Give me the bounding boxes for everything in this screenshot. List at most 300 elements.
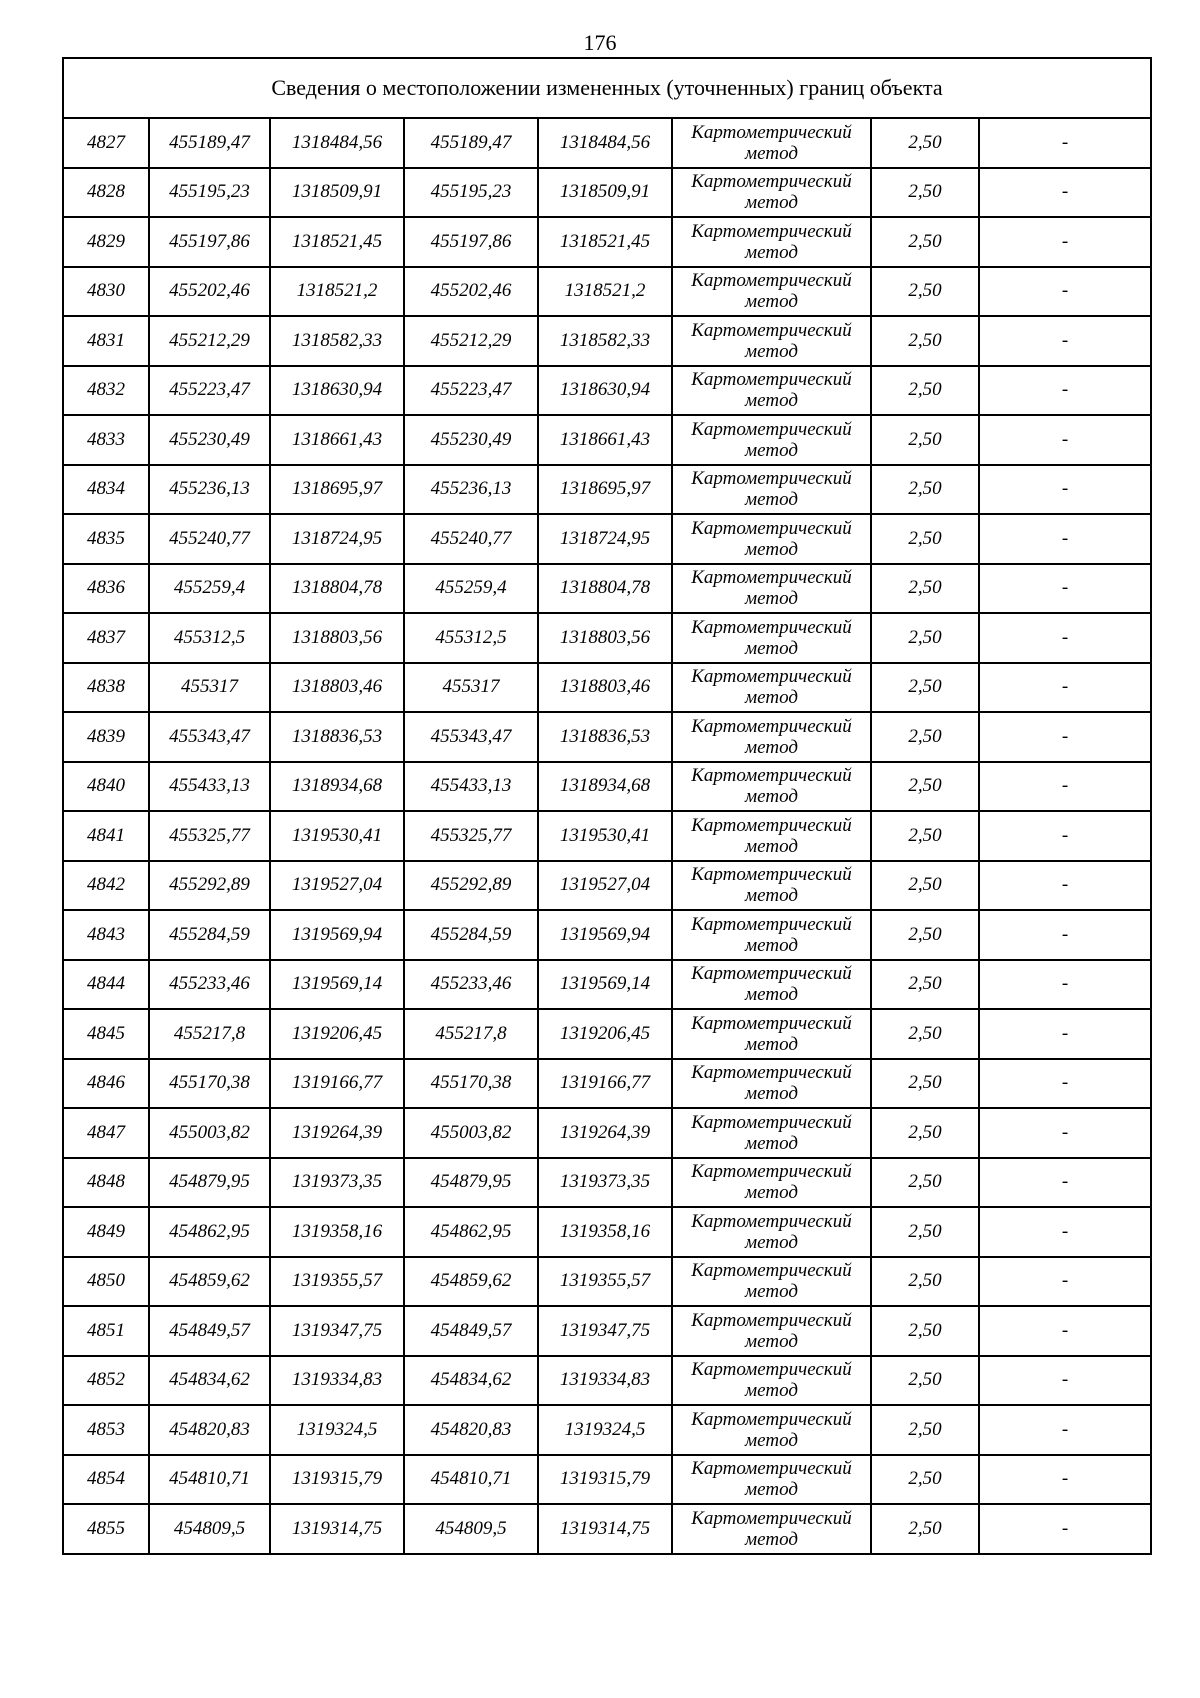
existing-x-cell: 454879,95 [149, 1158, 270, 1208]
refined-x-cell: 455197,86 [404, 217, 538, 267]
method-line2: метод [745, 588, 798, 610]
method-cell [672, 1108, 871, 1158]
refined-x-cell: 455259,4 [404, 564, 538, 614]
table-row [63, 613, 1151, 663]
existing-x-cell: 454849,57 [149, 1306, 270, 1356]
accuracy-cell: 2,50 [871, 811, 979, 861]
method-line1: Картометрический [691, 418, 852, 440]
existing-y-cell: 1318804,78 [270, 564, 404, 614]
refined-x-cell: 455343,47 [404, 712, 538, 762]
method-cell [672, 762, 871, 812]
refined-x-cell: 455240,77 [404, 514, 538, 564]
existing-y-cell: 1319166,77 [270, 1059, 404, 1109]
refined-y-cell: 1319324,5 [538, 1405, 672, 1455]
method-line2: метод [745, 885, 798, 907]
method-cell [672, 1455, 871, 1505]
table-row [63, 910, 1151, 960]
accuracy-cell: 2,50 [871, 465, 979, 515]
table-row [63, 1504, 1151, 1554]
table-row [63, 1306, 1151, 1356]
point-number-cell: 4839 [63, 712, 149, 762]
method-line1: Картометрический [691, 468, 852, 490]
method-line2: метод [745, 1033, 798, 1055]
refined-x-cell: 454834,62 [404, 1356, 538, 1406]
existing-y-cell: 1319373,35 [270, 1158, 404, 1208]
method-line1: Картометрический [691, 913, 852, 935]
refined-y-cell: 1318803,56 [538, 613, 672, 663]
accuracy-cell: 2,50 [871, 1257, 979, 1307]
method-line2: метод [745, 340, 798, 362]
refined-x-cell: 455325,77 [404, 811, 538, 861]
table-row [63, 217, 1151, 267]
existing-x-cell: 455312,5 [149, 613, 270, 663]
existing-x-cell: 455189,47 [149, 118, 270, 168]
note-cell: - [979, 712, 1151, 762]
refined-y-cell: 1318630,94 [538, 366, 672, 416]
method-cell [672, 316, 871, 366]
point-number-cell: 4849 [63, 1207, 149, 1257]
existing-y-cell: 1319334,83 [270, 1356, 404, 1406]
method-line2: метод [745, 1132, 798, 1154]
accuracy-cell: 2,50 [871, 1455, 979, 1505]
point-number-cell: 4848 [63, 1158, 149, 1208]
note-cell: - [979, 1455, 1151, 1505]
note-cell: - [979, 267, 1151, 317]
method-line1: Картометрический [691, 1507, 852, 1529]
method-line2: метод [745, 439, 798, 461]
method-line2: метод [745, 1231, 798, 1253]
method-line2: метод [745, 538, 798, 560]
refined-x-cell: 454809,5 [404, 1504, 538, 1554]
note-cell: - [979, 316, 1151, 366]
refined-y-cell: 1319373,35 [538, 1158, 672, 1208]
existing-x-cell: 455236,13 [149, 465, 270, 515]
refined-x-cell: 455195,23 [404, 168, 538, 218]
method-line2: метод [745, 687, 798, 709]
existing-x-cell: 455212,29 [149, 316, 270, 366]
refined-x-cell: 455284,59 [404, 910, 538, 960]
refined-y-cell: 1319334,83 [538, 1356, 672, 1406]
accuracy-cell: 2,50 [871, 1405, 979, 1455]
method-cell [672, 465, 871, 515]
existing-x-cell: 455230,49 [149, 415, 270, 465]
point-number-cell: 4834 [63, 465, 149, 515]
note-cell: - [979, 1158, 1151, 1208]
method-line2: метод [745, 489, 798, 511]
existing-x-cell: 454820,83 [149, 1405, 270, 1455]
method-line1: Картометрический [691, 666, 852, 688]
note-cell: - [979, 1356, 1151, 1406]
method-line2: метод [745, 984, 798, 1006]
table-row [63, 1405, 1151, 1455]
refined-y-cell: 1319569,14 [538, 960, 672, 1010]
method-line2: метод [745, 1429, 798, 1451]
table-row [63, 663, 1151, 713]
method-cell [672, 217, 871, 267]
point-number-cell: 4852 [63, 1356, 149, 1406]
method-line1: Картометрический [691, 1111, 852, 1133]
refined-x-cell: 455212,29 [404, 316, 538, 366]
accuracy-cell: 2,50 [871, 217, 979, 267]
refined-y-cell: 1319358,16 [538, 1207, 672, 1257]
note-cell: - [979, 514, 1151, 564]
method-cell [672, 1257, 871, 1307]
note-cell: - [979, 1306, 1151, 1356]
note-cell: - [979, 1108, 1151, 1158]
method-line1: Картометрический [691, 1309, 852, 1331]
existing-y-cell: 1318661,43 [270, 415, 404, 465]
method-line1: Картометрический [691, 1062, 852, 1084]
refined-x-cell: 454862,95 [404, 1207, 538, 1257]
table-row [63, 168, 1151, 218]
method-cell [672, 1504, 871, 1554]
note-cell: - [979, 1504, 1151, 1554]
note-cell: - [979, 1405, 1151, 1455]
table-row [63, 1257, 1151, 1307]
refined-y-cell: 1319527,04 [538, 861, 672, 911]
table-row [63, 712, 1151, 762]
accuracy-cell: 2,50 [871, 1207, 979, 1257]
table-row [63, 366, 1151, 416]
refined-x-cell: 455189,47 [404, 118, 538, 168]
existing-y-cell: 1318803,46 [270, 663, 404, 713]
refined-y-cell: 1318934,68 [538, 762, 672, 812]
refined-x-cell: 455433,13 [404, 762, 538, 812]
method-line1: Картометрический [691, 1012, 852, 1034]
refined-x-cell: 455230,49 [404, 415, 538, 465]
refined-y-cell: 1319569,94 [538, 910, 672, 960]
table-row [63, 1207, 1151, 1257]
note-cell: - [979, 663, 1151, 713]
existing-x-cell: 454859,62 [149, 1257, 270, 1307]
method-cell [672, 366, 871, 416]
table-row [63, 465, 1151, 515]
method-line1: Картометрический [691, 715, 852, 737]
existing-y-cell: 1318630,94 [270, 366, 404, 416]
existing-y-cell: 1318582,33 [270, 316, 404, 366]
method-cell [672, 1158, 871, 1208]
note-cell: - [979, 1257, 1151, 1307]
method-line1: Картометрический [691, 567, 852, 589]
existing-y-cell: 1319324,5 [270, 1405, 404, 1455]
method-line1: Картометрический [691, 517, 852, 539]
method-line1: Картометрический [691, 171, 852, 193]
table-row [63, 1108, 1151, 1158]
table-title-row [63, 58, 1151, 118]
accuracy-cell: 2,50 [871, 1356, 979, 1406]
boundary-coordinates-table [62, 57, 1152, 1555]
refined-x-cell: 454879,95 [404, 1158, 538, 1208]
method-line1: Картометрический [691, 319, 852, 341]
accuracy-cell: 2,50 [871, 366, 979, 416]
refined-x-cell: 455003,82 [404, 1108, 538, 1158]
existing-x-cell: 455284,59 [149, 910, 270, 960]
existing-x-cell: 455233,46 [149, 960, 270, 1010]
point-number-cell: 4838 [63, 663, 149, 713]
point-number-cell: 4840 [63, 762, 149, 812]
refined-y-cell: 1318521,2 [538, 267, 672, 317]
method-line2: метод [745, 1528, 798, 1550]
existing-x-cell: 455259,4 [149, 564, 270, 614]
point-number-cell: 4853 [63, 1405, 149, 1455]
existing-y-cell: 1318509,91 [270, 168, 404, 218]
point-number-cell: 4829 [63, 217, 149, 267]
note-cell: - [979, 960, 1151, 1010]
method-line1: Картометрический [691, 765, 852, 787]
point-number-cell: 4831 [63, 316, 149, 366]
point-number-cell: 4827 [63, 118, 149, 168]
refined-x-cell: 455312,5 [404, 613, 538, 663]
method-cell [672, 663, 871, 713]
method-line1: Картометрический [691, 1210, 852, 1232]
method-cell [672, 1207, 871, 1257]
method-line2: метод [745, 1479, 798, 1501]
table-row [63, 1059, 1151, 1109]
method-line2: метод [745, 637, 798, 659]
refined-x-cell: 454859,62 [404, 1257, 538, 1307]
method-line2: метод [745, 142, 798, 164]
method-cell [672, 613, 871, 663]
existing-y-cell: 1318836,53 [270, 712, 404, 762]
method-line2: метод [745, 241, 798, 263]
existing-x-cell: 454809,5 [149, 1504, 270, 1554]
existing-y-cell: 1318521,2 [270, 267, 404, 317]
point-number-cell: 4846 [63, 1059, 149, 1109]
note-cell: - [979, 217, 1151, 267]
method-line2: метод [745, 1182, 798, 1204]
method-line2: метод [745, 192, 798, 214]
refined-x-cell: 455236,13 [404, 465, 538, 515]
accuracy-cell: 2,50 [871, 1306, 979, 1356]
method-cell [672, 1059, 871, 1109]
existing-y-cell: 1319358,16 [270, 1207, 404, 1257]
existing-x-cell: 454810,71 [149, 1455, 270, 1505]
existing-y-cell: 1318484,56 [270, 118, 404, 168]
accuracy-cell: 2,50 [871, 415, 979, 465]
method-cell [672, 861, 871, 911]
accuracy-cell: 2,50 [871, 663, 979, 713]
point-number-cell: 4854 [63, 1455, 149, 1505]
accuracy-cell: 2,50 [871, 1059, 979, 1109]
method-line1: Картометрический [691, 1408, 852, 1430]
table-row [63, 514, 1151, 564]
existing-y-cell: 1318934,68 [270, 762, 404, 812]
method-line2: метод [745, 291, 798, 313]
point-number-cell: 4851 [63, 1306, 149, 1356]
point-number-cell: 4841 [63, 811, 149, 861]
existing-x-cell: 455202,46 [149, 267, 270, 317]
method-cell [672, 1306, 871, 1356]
table-row [63, 118, 1151, 168]
refined-y-cell: 1319264,39 [538, 1108, 672, 1158]
method-line2: метод [745, 736, 798, 758]
method-line2: метод [745, 1281, 798, 1303]
point-number-cell: 4850 [63, 1257, 149, 1307]
point-number-cell: 4847 [63, 1108, 149, 1158]
refined-x-cell: 455292,89 [404, 861, 538, 911]
point-number-cell: 4828 [63, 168, 149, 218]
refined-y-cell: 1319314,75 [538, 1504, 672, 1554]
method-line1: Картометрический [691, 121, 852, 143]
method-cell [672, 712, 871, 762]
existing-y-cell: 1319315,79 [270, 1455, 404, 1505]
point-number-cell: 4837 [63, 613, 149, 663]
note-cell: - [979, 465, 1151, 515]
method-line2: метод [745, 1380, 798, 1402]
note-cell: - [979, 564, 1151, 614]
existing-x-cell: 455170,38 [149, 1059, 270, 1109]
existing-x-cell: 455195,23 [149, 168, 270, 218]
table-title: Сведения о местоположении измененных (уточненных) границ объекта [63, 58, 1151, 118]
existing-x-cell: 455433,13 [149, 762, 270, 812]
refined-x-cell: 454849,57 [404, 1306, 538, 1356]
page-number: 176 [583, 30, 617, 55]
refined-x-cell: 455217,8 [404, 1009, 538, 1059]
refined-x-cell: 454810,71 [404, 1455, 538, 1505]
method-cell [672, 415, 871, 465]
method-line1: Картометрический [691, 1359, 852, 1381]
table-row [63, 762, 1151, 812]
refined-y-cell: 1318695,97 [538, 465, 672, 515]
table-row [63, 1356, 1151, 1406]
existing-y-cell: 1319355,57 [270, 1257, 404, 1307]
method-line1: Картометрический [691, 270, 852, 292]
existing-x-cell: 455223,47 [149, 366, 270, 416]
method-line2: метод [745, 934, 798, 956]
table-row [63, 811, 1151, 861]
method-line1: Картометрический [691, 864, 852, 886]
point-number-cell: 4845 [63, 1009, 149, 1059]
refined-y-cell: 1318521,45 [538, 217, 672, 267]
existing-x-cell: 454834,62 [149, 1356, 270, 1406]
method-cell [672, 564, 871, 614]
method-line2: метод [745, 390, 798, 412]
refined-x-cell: 455223,47 [404, 366, 538, 416]
refined-y-cell: 1319206,45 [538, 1009, 672, 1059]
refined-y-cell: 1319355,57 [538, 1257, 672, 1307]
refined-y-cell: 1319530,41 [538, 811, 672, 861]
note-cell: - [979, 1059, 1151, 1109]
method-cell [672, 960, 871, 1010]
existing-x-cell: 455325,77 [149, 811, 270, 861]
existing-x-cell: 455003,82 [149, 1108, 270, 1158]
note-cell: - [979, 910, 1151, 960]
existing-x-cell: 454862,95 [149, 1207, 270, 1257]
refined-y-cell: 1318484,56 [538, 118, 672, 168]
accuracy-cell: 2,50 [871, 316, 979, 366]
point-number-cell: 4844 [63, 960, 149, 1010]
method-cell [672, 1405, 871, 1455]
point-number-cell: 4830 [63, 267, 149, 317]
existing-y-cell: 1319569,14 [270, 960, 404, 1010]
existing-y-cell: 1318803,56 [270, 613, 404, 663]
method-line2: метод [745, 1330, 798, 1352]
method-line1: Картометрический [691, 814, 852, 836]
method-line2: метод [745, 786, 798, 808]
existing-y-cell: 1319314,75 [270, 1504, 404, 1554]
accuracy-cell: 2,50 [871, 960, 979, 1010]
existing-y-cell: 1318695,97 [270, 465, 404, 515]
method-line2: метод [745, 835, 798, 857]
accuracy-cell: 2,50 [871, 267, 979, 317]
table-row [63, 564, 1151, 614]
accuracy-cell: 2,50 [871, 762, 979, 812]
method-line1: Картометрический [691, 1260, 852, 1282]
method-line1: Картометрический [691, 616, 852, 638]
existing-y-cell: 1319527,04 [270, 861, 404, 911]
note-cell: - [979, 861, 1151, 911]
accuracy-cell: 2,50 [871, 1504, 979, 1554]
refined-y-cell: 1318803,46 [538, 663, 672, 713]
method-cell [672, 1356, 871, 1406]
accuracy-cell: 2,50 [871, 910, 979, 960]
note-cell: - [979, 415, 1151, 465]
existing-y-cell: 1319264,39 [270, 1108, 404, 1158]
accuracy-cell: 2,50 [871, 613, 979, 663]
method-line1: Картометрический [691, 963, 852, 985]
note-cell: - [979, 118, 1151, 168]
existing-y-cell: 1318521,45 [270, 217, 404, 267]
table-row [63, 1158, 1151, 1208]
table-row [63, 960, 1151, 1010]
refined-y-cell: 1318661,43 [538, 415, 672, 465]
point-number-cell: 4832 [63, 366, 149, 416]
existing-y-cell: 1319206,45 [270, 1009, 404, 1059]
accuracy-cell: 2,50 [871, 564, 979, 614]
accuracy-cell: 2,50 [871, 1009, 979, 1059]
refined-y-cell: 1318724,95 [538, 514, 672, 564]
table-row [63, 861, 1151, 911]
existing-y-cell: 1319347,75 [270, 1306, 404, 1356]
note-cell: - [979, 366, 1151, 416]
method-cell [672, 118, 871, 168]
method-cell [672, 811, 871, 861]
table-row [63, 1455, 1151, 1505]
method-line2: метод [745, 1083, 798, 1105]
existing-x-cell: 455317 [149, 663, 270, 713]
point-number-cell: 4842 [63, 861, 149, 911]
method-cell [672, 910, 871, 960]
refined-x-cell: 455202,46 [404, 267, 538, 317]
point-number-cell: 4835 [63, 514, 149, 564]
method-line1: Картометрический [691, 220, 852, 242]
accuracy-cell: 2,50 [871, 1108, 979, 1158]
table-row [63, 267, 1151, 317]
point-number-cell: 4855 [63, 1504, 149, 1554]
note-cell: - [979, 613, 1151, 663]
accuracy-cell: 2,50 [871, 861, 979, 911]
method-line1: Картометрический [691, 1161, 852, 1183]
refined-y-cell: 1318509,91 [538, 168, 672, 218]
existing-x-cell: 455292,89 [149, 861, 270, 911]
refined-y-cell: 1319166,77 [538, 1059, 672, 1109]
refined-y-cell: 1319315,79 [538, 1455, 672, 1505]
method-line1: Картометрический [691, 1458, 852, 1480]
table-row [63, 1009, 1151, 1059]
refined-y-cell: 1318582,33 [538, 316, 672, 366]
method-line1: Картометрический [691, 369, 852, 391]
refined-x-cell: 455233,46 [404, 960, 538, 1010]
existing-y-cell: 1318724,95 [270, 514, 404, 564]
method-cell [672, 168, 871, 218]
accuracy-cell: 2,50 [871, 168, 979, 218]
existing-x-cell: 455343,47 [149, 712, 270, 762]
existing-x-cell: 455197,86 [149, 217, 270, 267]
point-number-cell: 4833 [63, 415, 149, 465]
note-cell: - [979, 811, 1151, 861]
existing-x-cell: 455240,77 [149, 514, 270, 564]
method-cell [672, 267, 871, 317]
